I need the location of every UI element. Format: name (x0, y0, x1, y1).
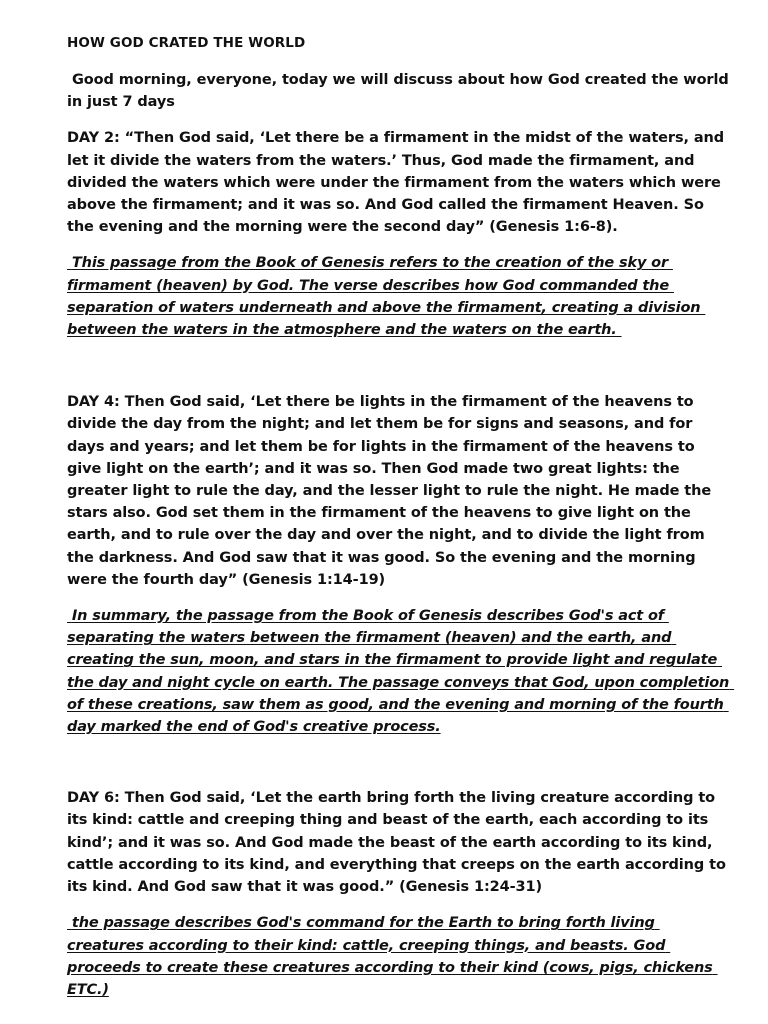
section-spacer (67, 738, 730, 787)
intro-paragraph: Good morning, everyone, today we will discuss about how God created the world in just 7 days (67, 72, 734, 111)
day-2-verse: DAY 2: “Then God said, ‘Let there be a firmament in the midst of the waters, and let it divide the waters from the waters.’ Thus, God made the firmament, and divided the waters which were under the firmament from the waters which were above the firmament; and it was so. And God called the firmament Heaven. So the evening and the morning were the second day” (Genesis 1:6-8). (67, 130, 725, 236)
day-2-commentary: This passage from the Book of Genesis refers to the creation of the sky or firmament (heaven) by God. The verse describes how God commanded the separation of waters underneath and above the firmament, creating a division between the waters in the atmosphere and the waters on the earth. (67, 255, 706, 339)
document-title: HOW GOD CRATED THE WORLD (67, 35, 306, 51)
section-spacer (67, 341, 730, 391)
day-4-commentary: In summary, the passage from the Book of Genesis describes God's act of separating the waters between the firmament (heaven) and the earth, and creating the sun, moon, and stars in the firmament to provide light and regulate the day and night cycle on earth. The passage conveys that God, upon completion of these creations, saw them as good, and the evening and morning of the fourth day marked the end of God's creative process. (67, 608, 735, 736)
day-6-verse: DAY 6: Then God said, ‘Let the earth bring forth the living creature according to its kind: cattle and creeping thing and beast of the earth, each according to its kind’; and it was so. And God made the beast of the earth according to its kind, cattle according to its kind, and everything that creeps on the earth according to its kind. And God saw that it was good.” (Genesis 1:24-31) (67, 790, 726, 896)
day-6-commentary: the passage describes God's command for the Earth to bring forth living creatures according to their kind: cattle, creeping things, and beasts. God proceeds to create these creatures according to their kind (cows, pigs, chickens ETC.) (67, 915, 718, 998)
day-4-verse: DAY 4: Then God said, ‘Let there be lights in the firmament of the heavens to divide the day from the night; and let them be for signs and seasons, and for days and years; and let them be for lights in the firmament of the heavens to give light on the earth’; and it was so. Then God made two great lights: the greater light to rule the day, and the lesser light to rule the night. He made the stars also. God set them in the firmament of the heavens to give light on the earth, and to rule over the day and over the night, and to divide the light from the darkness. And God saw that it was good. So the evening and the morning were the fourth day” (Genesis 1:14-19) (67, 394, 712, 588)
